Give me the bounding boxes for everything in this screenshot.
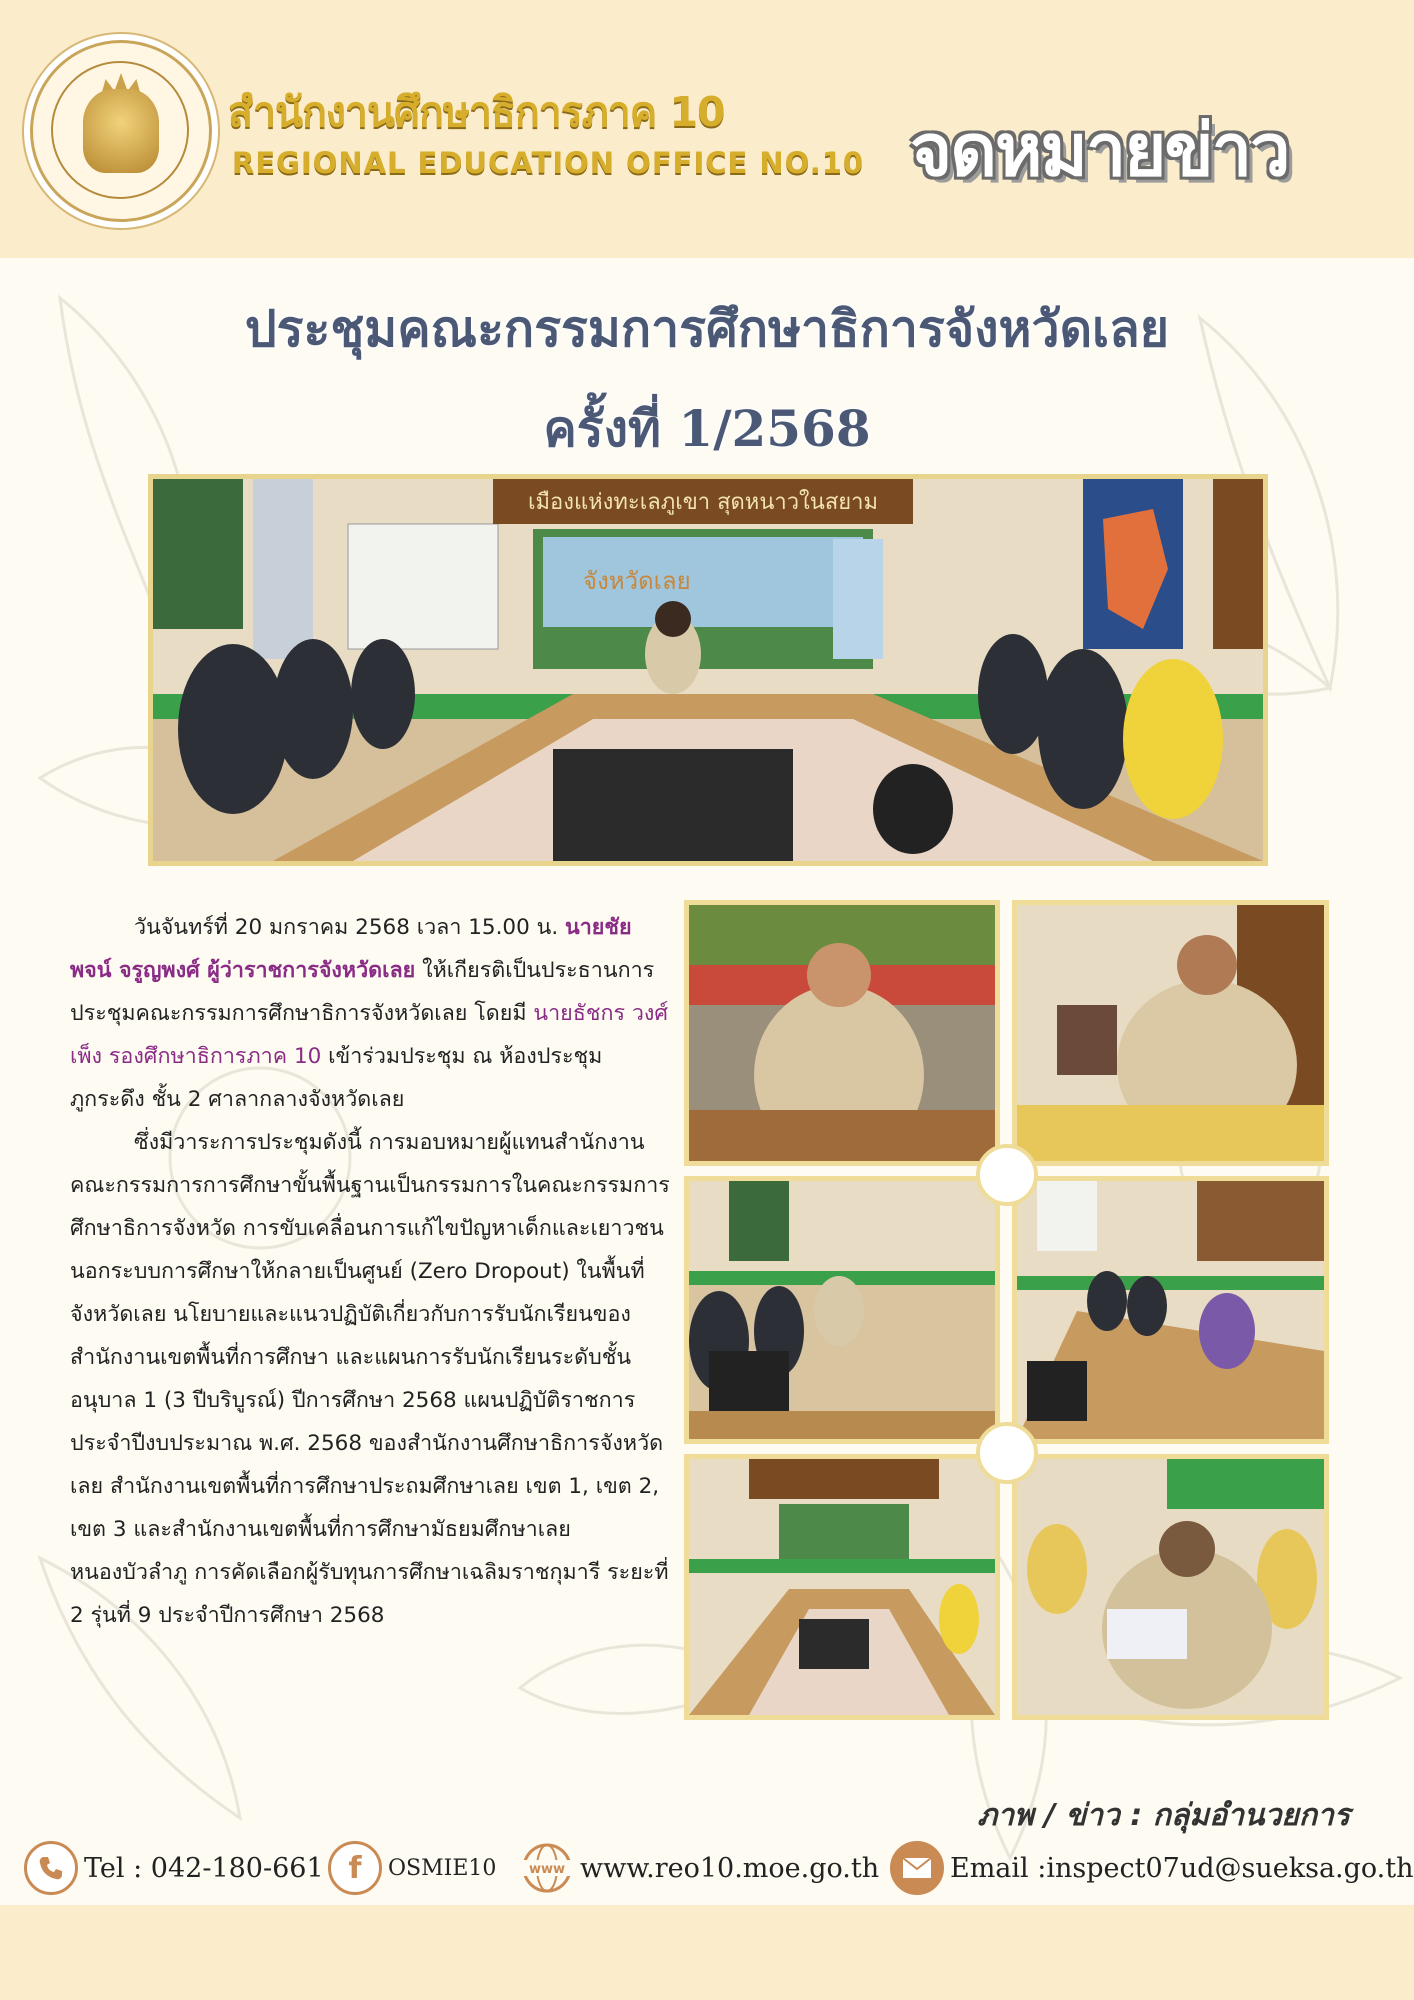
globe-icon [520, 1841, 574, 1895]
agenda-text: ซึ่งมีวาระการประชุมดังนี้ การมอบหมายผู้แทนสำนักงานคณะกรรมการการศึกษาขั้นพื้นฐานเป็นกรรมการในคณะกรรมการศึกษาธิการจังหวัด การขับเคลื่อนการแก้ไขปัญหาเด็กและเยาวชนนอกระบบการศึกษาให้กลายเป็นศูนย์ (Zero Dropout) ในพื้นที่จังหวัดเลย นโยบายและแนวปฏิบัติเกี่ยวกับการรับนักเรียนของสำนักงานเขตพื้นที่การศึกษา และแผนการรับนักเรียนระดับชั้นอนุบาล 1 (3 ปีบริบูรณ์) ปีการศึกษา 2568 แผนปฏิบัติราชการประจำปีงบประมาณ พ.ศ. 2568 ของสำนักงานศึกษาธิการจังหวัดเลย สำนักงานเขตพื้นที่การศึกษาประถมศึกษาเลย เขต 1, เขต 2, เขต 3 และสำนักงานเขตพื้นที่การศึกษามัธยมศึกษาเลย หนองบัวลำภู การคัดเลือกผู้รับทุนการศึกษาเฉลิมราชกุมารี ระยะที่ 2 รุ่นที่ 9 ประจำปีการศึกษา 2568 [70, 1130, 670, 1628]
facebook-text: OSMIE10 [388, 1855, 497, 1881]
paragraph-1-end: เข้าร่วมประชุม ณ ห้องประชุมภูกระดึง ชั้น 2 ศาลากลางจังหวัดเลย [70, 1044, 603, 1112]
date-intro: วันจันทร์ที่ 20 มกราคม 2568 เวลา 15.00 น. [134, 915, 559, 940]
org-name-thai: สำนักงานศึกษาธิการภาค 10 [228, 88, 725, 136]
seal-emblem-icon [83, 89, 159, 173]
collage-photo-6 [1012, 1454, 1329, 1720]
governor-name: นายชัยพจน์ จรูญพงศ์ ผู้ว่าราชการจังหวัดเลย [70, 915, 632, 983]
photo-collage [684, 900, 1329, 1720]
paragraph-1 [70, 906, 670, 1121]
collage-connector-dot [976, 1422, 1038, 1484]
footer-tel [24, 1838, 324, 1898]
header-band [0, 0, 1414, 258]
contact-footer [0, 1838, 1414, 1908]
banner-text: เมืองแห่งทะเลภูเขา สุดหนาวในสยาม [527, 490, 879, 515]
photo-news-credit: ภาพ / ข่าว : กลุ่มอำนวยการ [977, 1798, 1350, 1833]
collage-photo-4 [1012, 1176, 1329, 1444]
collage-photo-5 [684, 1454, 1000, 1720]
website-text: www.reo10.moe.go.th [580, 1852, 880, 1884]
mail-icon [890, 1841, 944, 1895]
bottom-band [0, 1905, 1414, 2000]
phone-icon [24, 1841, 78, 1895]
screen-text: จังหวัดเลย [583, 567, 691, 595]
email-text: Email :inspect07ud@sueksa.go.th [950, 1852, 1414, 1884]
collage-photo-3 [684, 1176, 1000, 1444]
collage-photo-2 [1012, 900, 1329, 1166]
article-body [70, 906, 670, 1637]
deputy-name: นายธัชกร วงศ์เพ็ง รองศึกษาธิการภาค 10 [70, 1001, 669, 1069]
tel-text: Tel : 042-180-661 [84, 1852, 324, 1884]
collage-connector-dot [976, 1144, 1038, 1206]
facebook-icon: f [328, 1841, 382, 1895]
headline-line1: ประชุมคณะกรรมการศึกษาธิการจังหวัดเลย [244, 299, 1170, 358]
web-icon-text: www [528, 1862, 566, 1877]
org-seal-logo [30, 40, 212, 222]
paragraph-2 [70, 1121, 670, 1637]
headline-line2: ครั้งที่ 1/2568 [543, 399, 871, 458]
org-name-english: REGIONAL EDUCATION OFFICE NO.10 [232, 146, 865, 180]
collage-photo-1 [684, 900, 1000, 1166]
footer-website[interactable] [520, 1838, 879, 1898]
newsletter-heading: จดหมายข่าว [910, 108, 1289, 192]
footer-email[interactable] [890, 1838, 1414, 1898]
paragraph-1-middle: ให้เกียรติเป็นประธานการประชุมคณะกรรมการศึกษาธิการจังหวัดเลย โดยมี [70, 958, 655, 1026]
main-meeting-photo [148, 474, 1268, 866]
footer-facebook[interactable] [328, 1838, 496, 1898]
